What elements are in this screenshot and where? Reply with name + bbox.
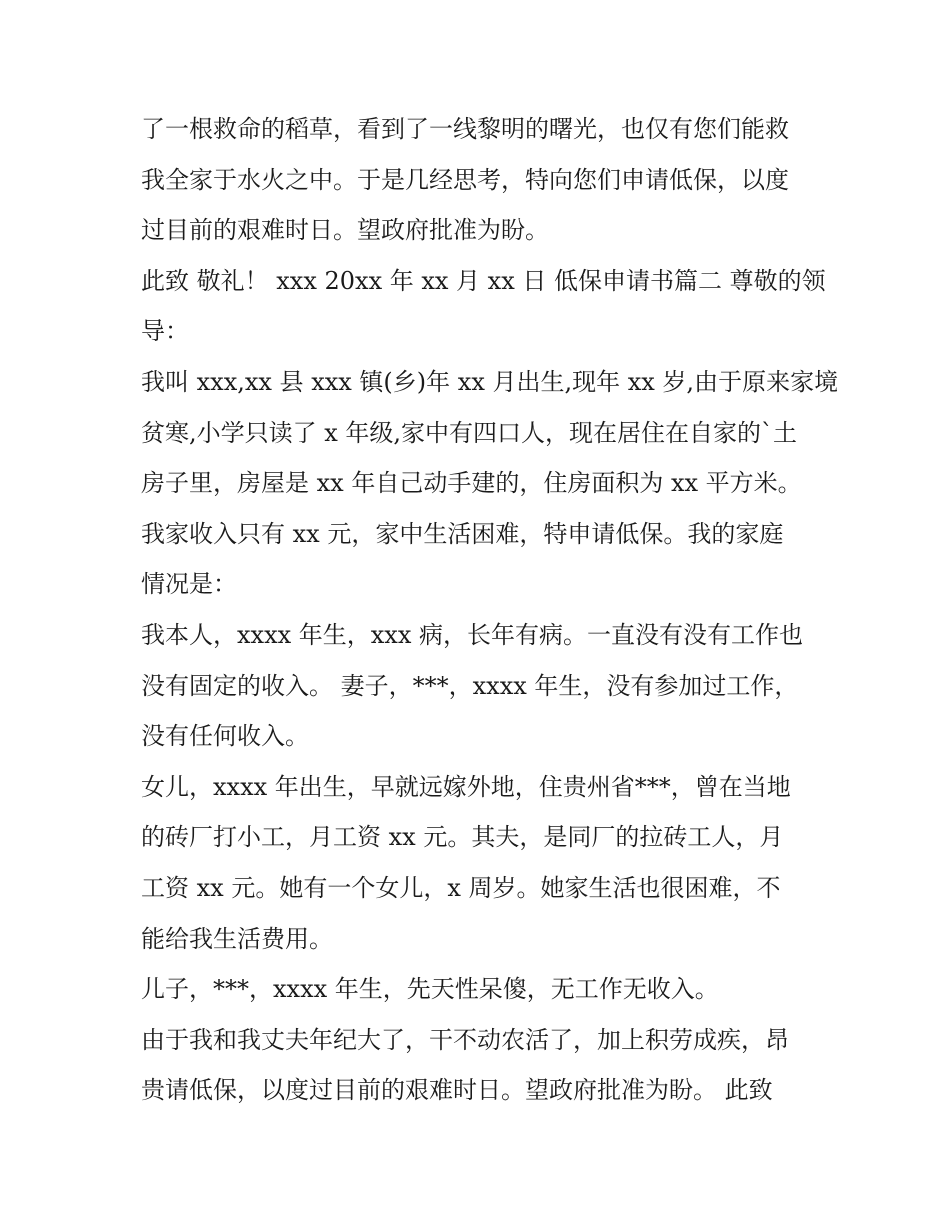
text-line: 我本人，xxxx 年生，xxx 病，长年有病。一直没有没有工作也 [141,620,804,649]
document-body [141,104,839,1116]
text-line: 贵请低保，以度过目前的艰难时日。望政府批准为盼。 此致 [141,1076,773,1105]
text-line: 由于我和我丈夫年纪大了，干不动农活了，加上积劳成疾，昂 [141,1025,789,1054]
text-line: 了一根救命的稻草，看到了一线黎明的曙光，也仅有您们能救 [141,115,789,143]
text-line: 工资 xx 元。她有一个女儿，x 周岁。她家生活也很困难，不 [141,873,781,902]
text-line: 的砖厂打小工，月工资 xx 元。其夫，是同厂的拉砖工人，月 [141,823,784,852]
text-line: 儿子，***，xxxx 年生，先天性呆傻，无工作无收入。 [141,975,719,1004]
text-line: 此致 敬礼！ xxx 20xx 年 xx 月 xx 日 低保申请书篇二 尊敬的领 [141,266,826,295]
text-line: 我家收入只有 xx 元，家中生活困难，特申请低保。我的家庭 [141,519,784,548]
text-line: 女儿，xxxx 年出生，早就远嫁外地，住贵州省***，曾在当地 [141,772,791,801]
text-line: 没有任何收入。 [141,722,309,751]
text-line: 贫寒,小学只读了 x 年级,家中有四口人，现在居住在自家的`土 [141,418,798,447]
text-line: 过目前的艰难时日。望政府批准为盼。 [141,216,549,245]
text-line: 我全家于水火之中。于是几经思考，特向您们申请低保，以度 [141,165,789,194]
text-line: 情况是： [141,570,237,599]
text-line: 没有固定的收入。 妻子，***，xxxx 年生，没有参加过工作， [141,671,799,700]
text-line: 导： [141,317,189,346]
text-line: 房子里，房屋是 xx 年自己动手建的，住房面积为 xx 平方米。 [141,469,802,498]
text-line: 能给我生活费用。 [141,924,333,953]
text-line: 我叫 xxx,xx 县 xxx 镇(乡)年 xx 月出生,现年 xx 岁,由于原来家境 [141,367,839,396]
